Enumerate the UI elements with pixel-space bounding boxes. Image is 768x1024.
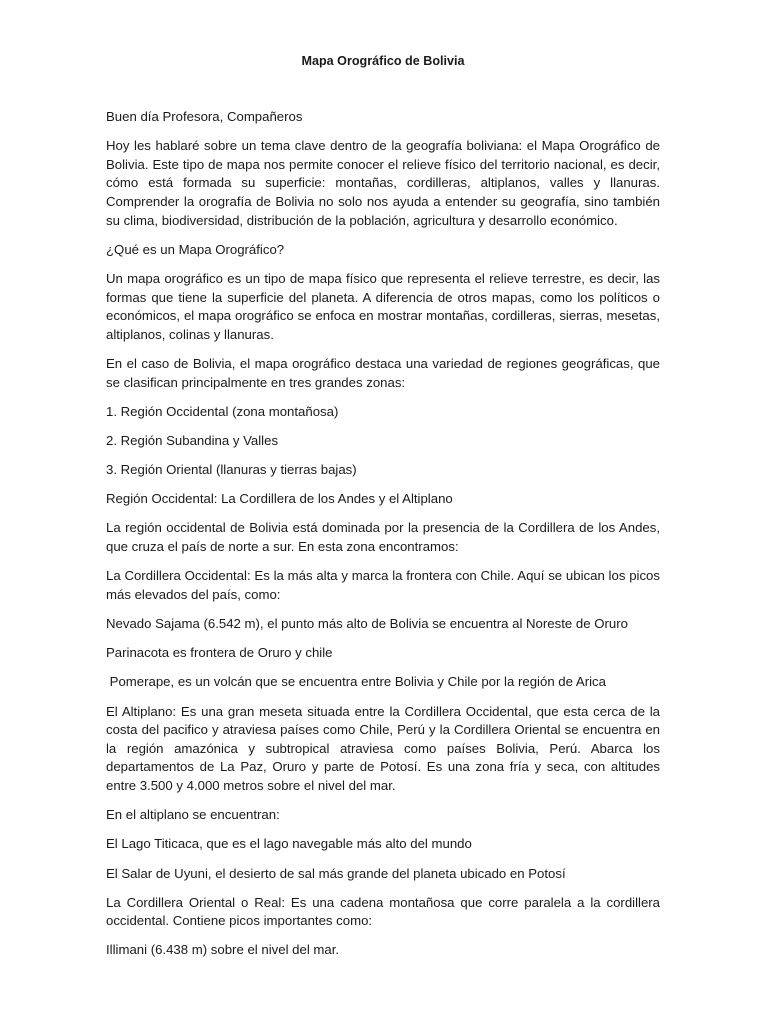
peak-item: Nevado Sajama (6.542 m), el punto más alto de Bolivia se encuentra al Noreste de Oruro xyxy=(106,616,628,631)
definition-paragraph: Un mapa orográfico es un tipo de mapa físico que representa el relieve terrestre, es decir, las formas que tiene la superficie del planeta. A diferencia de otros mapas, como los políticos o económicos, el mapa orográfico se enfoca en mostrar montañas, cordilleras, sierras, mesetas, altiplanos, colinas y llanuras. xyxy=(106,270,660,342)
list-item: 3. Región Oriental (llanuras y tierras bajas) xyxy=(106,462,357,478)
list-item: 2. Región Subandina y Valles xyxy=(106,432,279,448)
greeting-paragraph: Buen día Profesora, Compañeros xyxy=(106,109,303,124)
western-region-paragraph: La región occidental de Bolivia está dominada por la presencia de la Cordillera de los Andes, que cruza el país de norte a sur. En esta zona encontramos: xyxy=(106,520,660,555)
lake-item: El Lago Titicaca, que es el lago navegable más alto del mundo xyxy=(106,836,472,852)
intro-paragraph: Hoy les hablaré sobre un tema clave dentro de la geografía boliviana: el Mapa Orográfico de Bolivia. Este tipo de mapa nos permite conocer el relieve físico del territorio nacional, es decir, cómo está formada su superficie: montañas, cordilleras, altiplanos, valles y llanuras. Comprender la orografía de Bolivia no solo nos ayuda a entender su geografía, sino también su clima, biodiversidad, distribución de la población, agricultura y desarrollo económico. xyxy=(106,138,660,228)
document-title: Mapa Orográfico de Bolivia xyxy=(301,54,465,68)
cordillera-occidental-paragraph: La Cordillera Occidental: Es la más alta y marca la frontera con Chile. Aquí se ubican los picos más elevados del país, como: xyxy=(106,568,660,602)
bolivia-regions-paragraph: En el caso de Bolivia, el mapa orográfico destaca una variedad de regiones geográficas, que se clasifican principalmente en tres grandes zonas: xyxy=(106,355,660,390)
section-heading: Región Occidental: La Cordillera de los Andes y el Altiplano xyxy=(106,491,453,507)
cordillera-oriental-paragraph: La Cordillera Oriental o Real: Es una cadena montañosa que corre paralela a la cordillera occidental. Contiene picos importantes como: xyxy=(106,894,660,929)
peak-item: Parinacota es frontera de Oruro y chile xyxy=(106,645,333,661)
salar-item: El Salar de Uyuni, el desierto de sal más grande del planeta ubicado en Potosí xyxy=(106,865,566,881)
peak-item: Pomerape, es un volcán que se encuentra entre Bolivia y Chile por la región de Arica xyxy=(106,674,606,690)
altiplano-paragraph: El Altiplano: Es una gran meseta situada entre la Cordillera Occidental, que esta cerca de la costa del pacifico y atraviesa países como Chile, Perú y la Cordillera Oriental se encuentra en la región amazónica y subtropical atraviesa como países Bolivia, Perú. Abarca los departamentos de La Paz, Oruro y parte de Potosí. Es una zona fría y seca, con altitudes entre 3.500 y 4.000 metros sobre el nivel del mar. xyxy=(106,703,660,793)
peak-item: Illimani (6.438 m) sobre el nivel del mar. xyxy=(106,942,340,958)
document-body xyxy=(106,52,660,971)
list-item: 1. Región Occidental (zona montañosa) xyxy=(106,403,339,419)
altiplano-list-intro: En el altiplano se encuentran: xyxy=(106,807,280,823)
question-heading: ¿Qué es un Mapa Orográfico? xyxy=(106,241,285,257)
